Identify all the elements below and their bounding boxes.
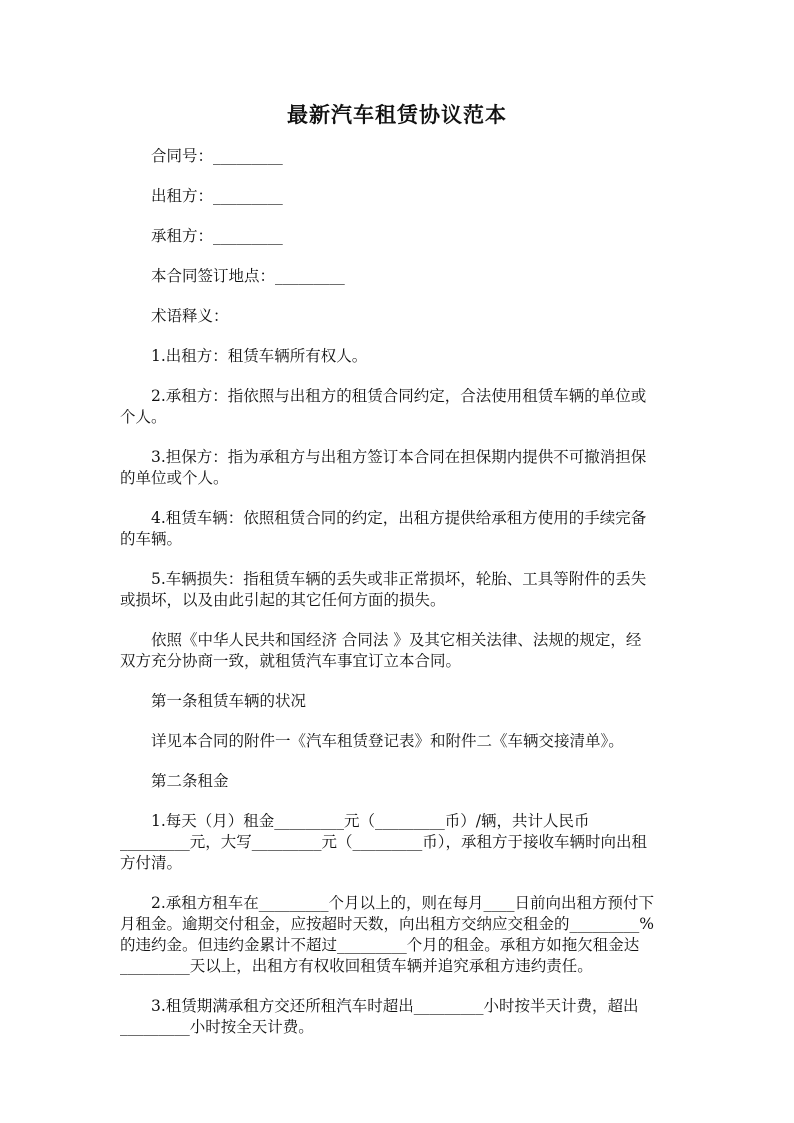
text-line: 第二条租金 [151,772,229,790]
paragraph [120,186,680,207]
text-line: 第一条租赁车辆的状况 [151,692,307,710]
text-line: _________小时按全天计费。 [120,1018,314,1036]
text-line: 3.租赁期满承租方交还所租汽车时超出_________小时按半天计费，超出 [151,997,639,1015]
text-line: 个人。 [120,408,167,426]
paragraph [120,771,680,792]
text-line: 的车辆。 [120,530,183,548]
paragraph [120,569,680,611]
text-line: 月租金。逾期交付租金，应按超时天数，向出租方交纳应交租金的_________% [120,915,654,933]
paragraph [120,630,680,672]
text-line: 或损坏，以及由此引起的其它任何方面的损失。 [120,591,446,609]
paragraph [120,996,680,1038]
text-line: 5.车辆损失：指租赁车辆的丢失或非正常损坏，轮胎、工具等附件的丢失 [151,570,647,588]
paragraph [120,386,680,428]
paragraph [120,731,680,752]
text-line: 依照《中华人民共和国经济 合同法 》及其它相关法律、法规的规定，经 [151,631,642,649]
text-line: 3.担保方：指为承租方与出租方签订本合同在担保期内提供不可撤消担保 [151,448,647,466]
paragraph [120,346,680,367]
text-line: 术语释义： [151,307,229,325]
text-line: _________元，大写_________元（_________币），承租方于接收车辆时向出租 [120,833,648,851]
text-line: 合同号：_________ [151,147,283,165]
text-line: 详见本合同的附件一《汽车租赁登记表》和附件二《车辆交接清单》。 [151,732,624,750]
paragraph [120,893,680,977]
text-line: 1.每天（月）租金_________元（_________币）/辆，共计人民币 [151,812,590,830]
text-line: 方付清。 [120,854,183,872]
paragraph [120,146,680,167]
paragraph [120,811,680,874]
text-line: 的违约金。但违约金累计不超过_________个月的租金。承租方如拖欠租金达 [120,936,640,954]
text-line: 双方充分协商一致，就租赁汽车事宜订立本合同。 [120,652,462,670]
paragraph [120,306,680,327]
text-line: 1.出租方：租赁车辆所有权人。 [151,347,368,365]
text-line: _________天以上，出租方有权收回租赁车辆并追究承租方违约责任。 [120,957,593,975]
paragraph [120,266,680,287]
paragraph [120,508,680,550]
document-body [120,146,680,1057]
text-line: 2.承租方租车在_________个月以上的，则在每月____日前向出租方预付下 [151,894,655,912]
paragraph [120,226,680,247]
document-title: 最新汽车租赁协议范本 [287,102,507,127]
text-line: 出租方：_________ [151,187,283,205]
text-line: 承租方：_________ [151,227,283,245]
paragraph [120,691,680,712]
text-line: 4.租赁车辆：依照租赁合同的约定，出租方提供给承租方使用的手续完备 [151,509,647,527]
text-line: 2.承租方：指依照与出租方的租赁合同约定，合法使用租赁车辆的单位或 [151,387,647,405]
paragraph [120,447,680,489]
text-line: 本合同签订地点：_________ [151,267,345,285]
text-line: 的单位或个人。 [120,469,229,487]
